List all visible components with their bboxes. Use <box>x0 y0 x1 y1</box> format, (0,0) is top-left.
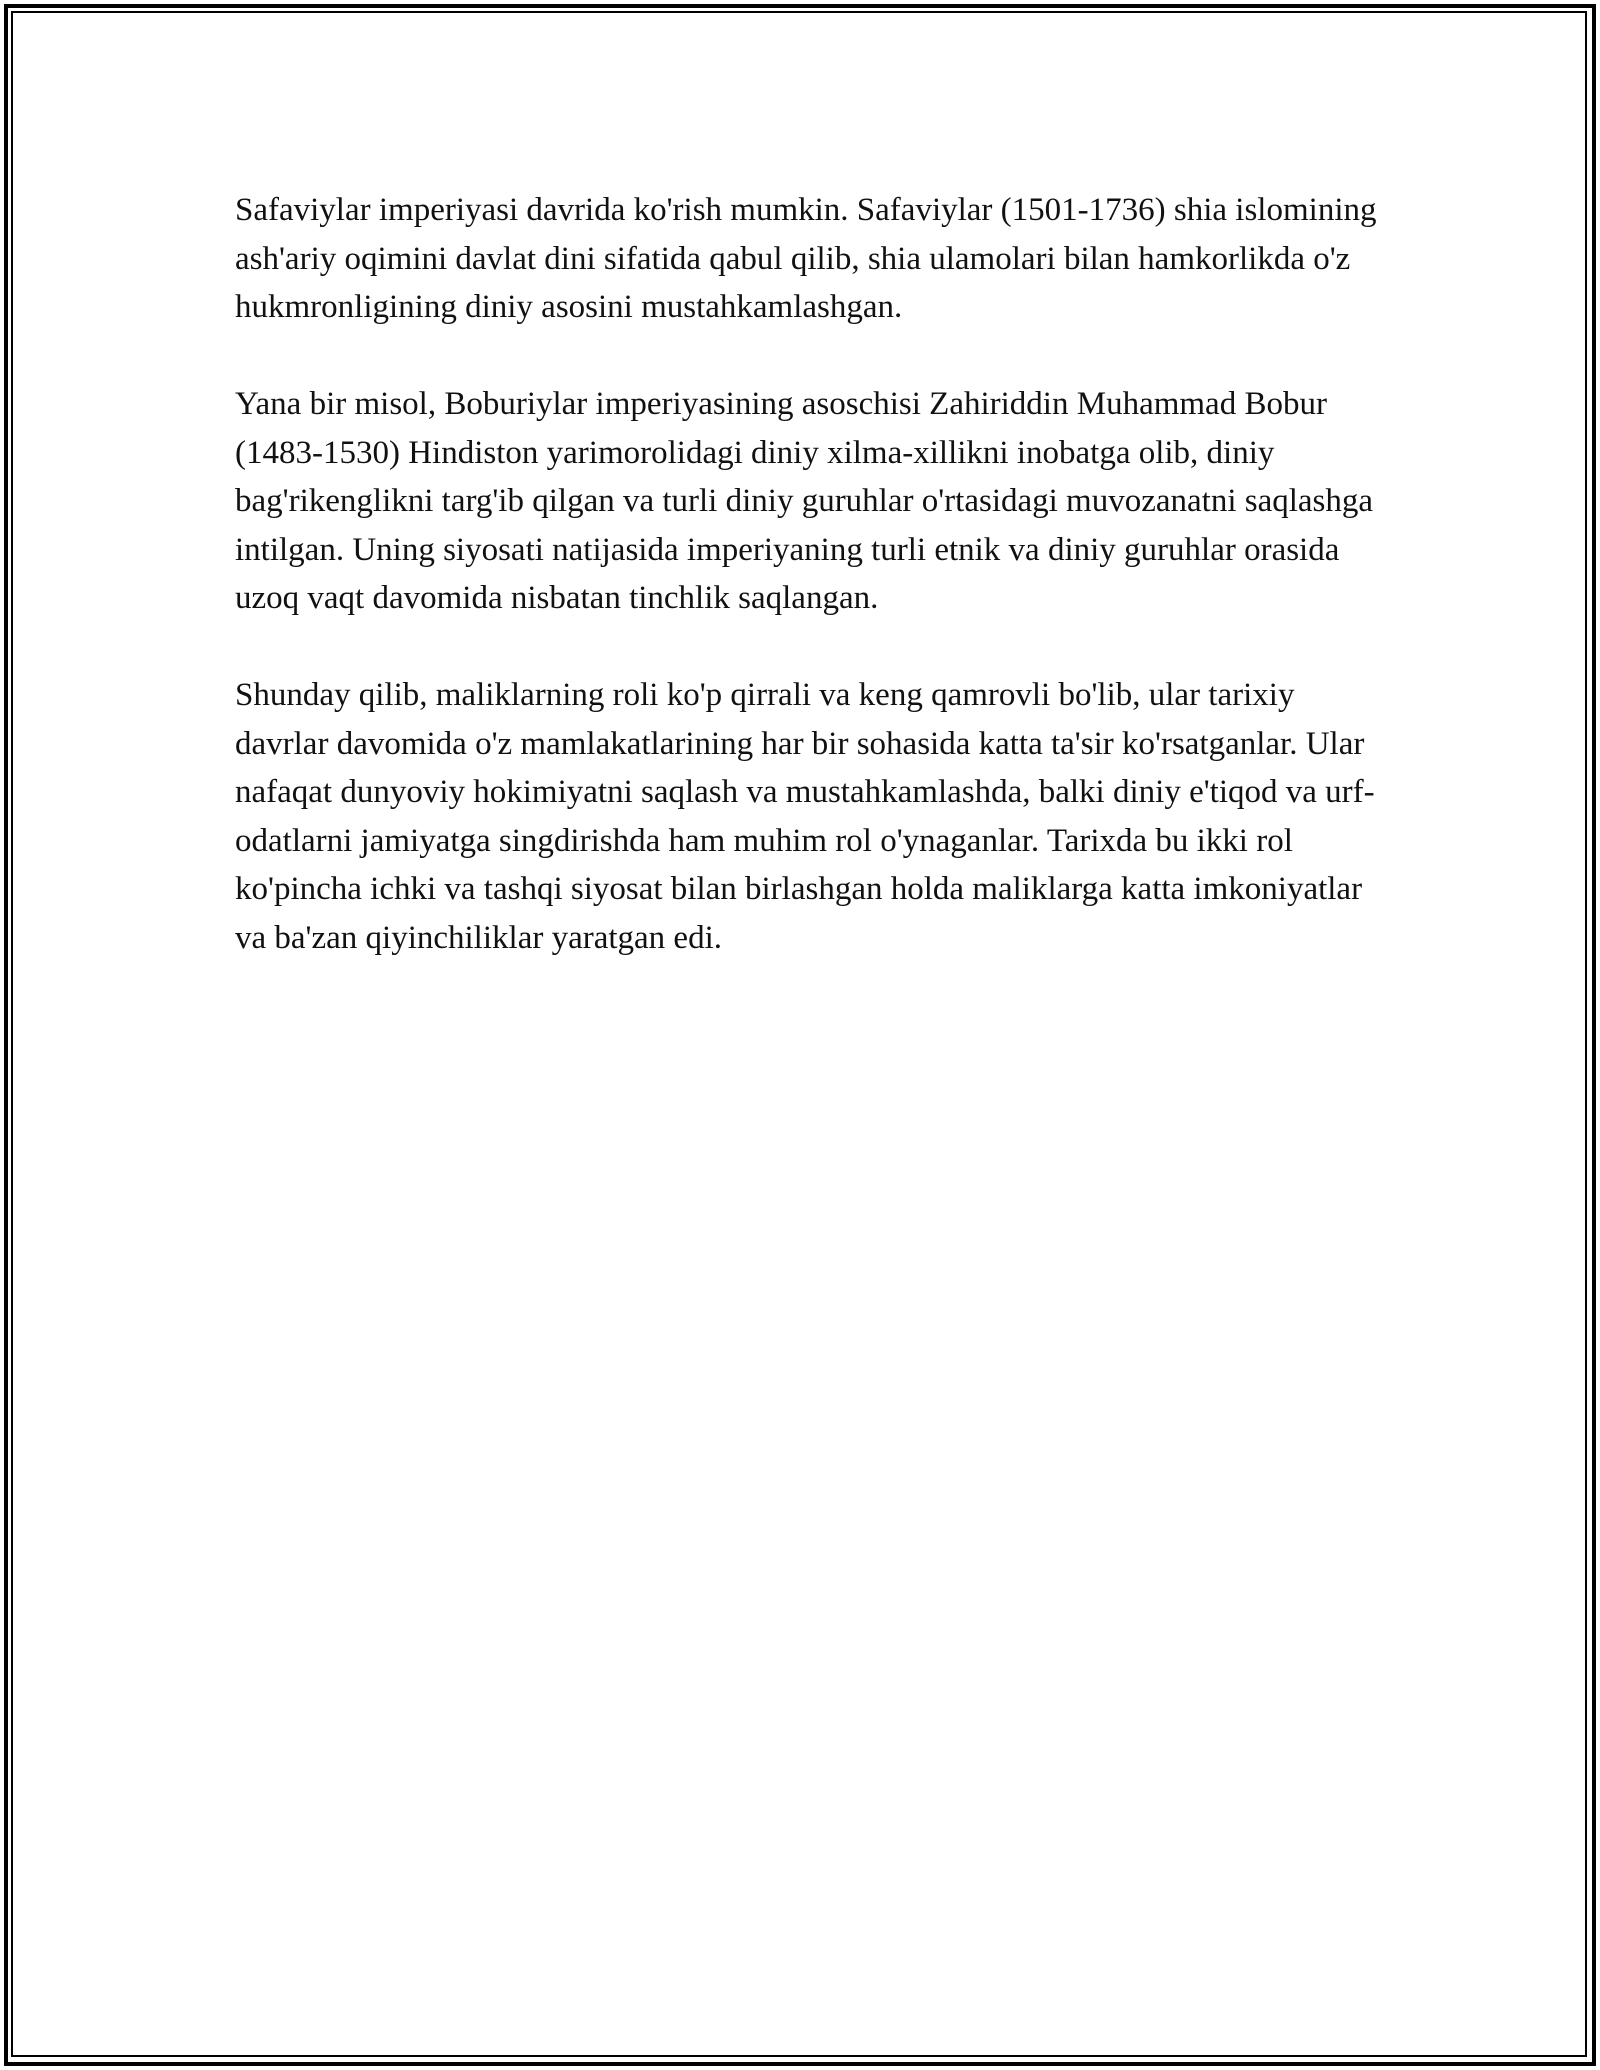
paragraph-boburiylar: Yana bir misol, Boburiylar imperiyasining asoschisi Zahiriddin Muhammad Bobur (1483-1530) Hindiston yarimorolidagi diniy xilma-xillikni inobatga olib, diniy bag'rikenglikni targ'ib qilgan va turli diniy guruhlar o'rtasidagi muvozanatni saqlashga intilgan. Uning siyosati natijasida imperiyaning turli etnik va diniy guruhlar orasida uzoq vaqt davomida nisbatan tinchlik saqlangan. <box>235 386 1374 616</box>
paragraph-safaviylar: Safaviylar imperiyasi davrida ko'rish mumkin. Safaviylar (1501-1736) shia islomining ash'ariy oqimini davlat dini sifatida qabul qilib, shia ulamolari bilan hamkorlikda o'z hukmronligining diniy asosini mustahkamlashgan. <box>235 192 1377 325</box>
document-body <box>235 186 1385 1011</box>
paragraph-conclusion: Shunday qilib, maliklarning roli ko'p qirrali va keng qamrovli bo'lib, ular tarixiy davrlar davomida o'z mamlakatlarining har bir sohasida katta ta'sir ko'rsatganlar. Ular nafaqat dunyoviy hokimiyatni saqlash va mustahkamlashda, balki diniy e'tiqod va urf-odatlarni jamiyatga singdirishda ham muhim rol o'ynaganlar. Tarixda bu ikki rol ko'pincha ichki va tashqi siyosat bilan birlashgan holda maliklarga katta imkoniyatlar va ba'zan qiyinchiliklar yaratgan edi. <box>235 677 1375 956</box>
